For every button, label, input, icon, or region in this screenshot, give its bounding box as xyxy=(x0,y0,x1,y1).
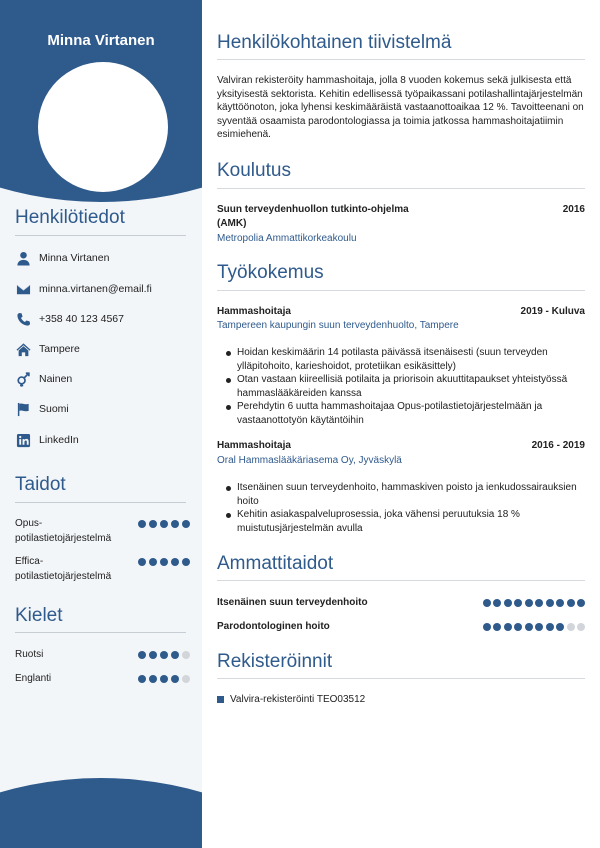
skill-row xyxy=(15,554,190,584)
rating-dot xyxy=(567,599,575,607)
list-item: Perehdytin 6 uutta hammashoitajaa Opus-potilastietojärjestelmään ja vastaanottotyön käytäntöihin xyxy=(237,400,582,427)
skill-label: Effica-potilastietojärjestelmä xyxy=(15,556,112,582)
rating-dot xyxy=(546,623,554,631)
contact-linkedin[interactable] xyxy=(15,432,79,448)
summary-heading: Henkilökohtainen tiivistelmä xyxy=(217,32,452,53)
rating-dot xyxy=(514,623,522,631)
rating-dot xyxy=(160,651,168,659)
gender-icon xyxy=(15,371,31,387)
flag-icon xyxy=(15,401,31,417)
personal-heading: Henkilötiedot xyxy=(15,207,125,228)
divider xyxy=(217,678,585,679)
rating-dot xyxy=(525,599,533,607)
home-icon xyxy=(15,341,31,357)
divider xyxy=(217,59,585,60)
rating-dot xyxy=(138,651,146,659)
rating-dot xyxy=(160,520,168,528)
education-school: Metropolia Ammattikorkeakoulu xyxy=(217,233,357,244)
job-date: 2016 - 2019 xyxy=(531,440,585,451)
summary-text: Valviran rekisteröity hammashoitaja, jolla 8 vuoden kokemus sekä julkisesta että yksityisestä sektorista. Kehitin edellisessä työpaikassani potilashallintajärjestelmän käyttöönoton, joka lyhensi keskimääräistä vastaanottoaikaa 12 %. Tavoitteenani on syventää osaamista parodontologiassa ja toimia jatkossa hammashoitajatiimin esimiehenä. xyxy=(217,75,584,141)
rating-dot xyxy=(149,651,157,659)
registrations-heading: Rekisteröinnit xyxy=(217,651,333,672)
envelope-icon xyxy=(15,281,31,297)
rating-dot xyxy=(171,675,179,683)
language-row xyxy=(15,671,190,686)
language-rating xyxy=(138,675,190,683)
rating-dot xyxy=(182,651,190,659)
work-heading: Työkokemus xyxy=(217,262,324,283)
competency-row xyxy=(217,597,585,608)
linkedin-icon xyxy=(15,432,31,448)
registration-text: Valvira-rekisteröinti TEO03512 xyxy=(230,694,366,705)
job-employer: Tampereen kaupungin suun terveydenhuolto, Tampere xyxy=(217,320,459,331)
sidebar xyxy=(0,0,202,848)
job-bullets xyxy=(237,346,582,428)
rating-dot xyxy=(182,558,190,566)
job-title: Hammashoitaja xyxy=(217,306,291,317)
rating-dot xyxy=(535,599,543,607)
skills-heading: Taidot xyxy=(15,474,66,495)
square-bullet-icon xyxy=(217,696,224,703)
divider xyxy=(15,502,186,503)
contact-gender-text: Nainen xyxy=(39,373,73,385)
job-bullets xyxy=(237,481,582,535)
rating-dot xyxy=(171,520,179,528)
rating-dot xyxy=(149,675,157,683)
rating-dot xyxy=(483,599,491,607)
rating-dot xyxy=(138,520,146,528)
rating-dot xyxy=(535,623,543,631)
rating-dot xyxy=(182,520,190,528)
rating-dot xyxy=(138,675,146,683)
rating-dot xyxy=(160,675,168,683)
job-title: Hammashoitaja xyxy=(217,440,291,451)
rating-dot xyxy=(493,599,501,607)
rating-dot xyxy=(171,651,179,659)
rating-dot xyxy=(525,623,533,631)
list-item: Itsenäinen suun terveydenhoito, hammaskiven poisto ja ienkudossairauksien hoito xyxy=(237,481,582,508)
education-heading: Koulutus xyxy=(217,160,291,181)
list-item: Kehitin asiakaspalveluprosessia, joka vähensi peruutuksia 18 % muistutusjärjestelmän avulla xyxy=(237,508,582,535)
rating-dot xyxy=(149,558,157,566)
skill-rating xyxy=(138,558,190,566)
language-label: Ruotsi xyxy=(15,649,44,660)
rating-dot xyxy=(514,599,522,607)
divider xyxy=(217,580,585,581)
phone-icon xyxy=(15,311,31,327)
competency-rating xyxy=(483,623,586,631)
skill-label: Opus-potilastietojärjestelmä xyxy=(15,518,112,544)
language-rating xyxy=(138,651,190,659)
contact-nationality xyxy=(15,401,69,417)
skill-rating xyxy=(138,520,190,528)
languages-heading: Kielet xyxy=(15,605,63,626)
contact-linkedin-text[interactable]: LinkedIn xyxy=(39,434,79,446)
competency-label: Parodontologinen hoito xyxy=(217,621,330,632)
rating-dot xyxy=(149,520,157,528)
person-icon xyxy=(15,250,31,266)
divider xyxy=(15,235,186,236)
contact-nationality-text: Suomi xyxy=(39,403,69,415)
education-date: 2016 xyxy=(562,204,585,215)
rating-dot xyxy=(577,599,585,607)
rating-dot xyxy=(577,623,585,631)
rating-dot xyxy=(171,558,179,566)
language-label: Englanti xyxy=(15,673,52,684)
contact-phone-text[interactable]: +358 40 123 4567 xyxy=(39,313,124,325)
candidate-name: Minna Virtanen xyxy=(47,32,155,49)
contact-email-text[interactable]: minna.virtanen@email.fi xyxy=(39,283,152,295)
job-employer: Oral Hammaslääkäriasema Oy, Jyväskylä xyxy=(217,455,402,466)
divider xyxy=(217,188,585,189)
contact-city-text: Tampere xyxy=(39,343,80,355)
contact-city xyxy=(15,341,80,357)
language-row xyxy=(15,647,190,662)
rating-dot xyxy=(182,675,190,683)
contact-gender xyxy=(15,371,72,387)
rating-dot xyxy=(556,623,564,631)
list-item: Otan vastaan kiireellisiä potilaita ja priorisoin akuuttitapaukset yhteistyössä hammaslääkäreiden kanssa xyxy=(237,373,582,400)
rating-dot xyxy=(567,623,575,631)
contact-phone[interactable] xyxy=(15,311,124,327)
contact-name-text: Minna Virtanen xyxy=(39,252,110,264)
footer-arc xyxy=(0,778,202,848)
competencies-heading: Ammattitaidot xyxy=(217,553,334,574)
rating-dot xyxy=(160,558,168,566)
divider xyxy=(15,632,186,633)
education-title: Suun terveydenhuollon tutkinto-ohjelma (AMK) xyxy=(217,204,409,229)
rating-dot xyxy=(556,599,564,607)
competency-row xyxy=(217,621,585,632)
rating-dot xyxy=(504,599,512,607)
profile-photo xyxy=(38,62,168,192)
divider xyxy=(217,290,585,291)
rating-dot xyxy=(138,558,146,566)
contact-name xyxy=(15,250,109,266)
competency-label: Itsenäinen suun terveydenhoito xyxy=(217,597,368,608)
list-item: Hoidan keskimäärin 14 potilasta päivässä itsenäisesti (suun terveyden ylläpitohoito, karieshoidot, protetiikan esikäsittely) xyxy=(237,346,582,373)
rating-dot xyxy=(504,623,512,631)
rating-dot xyxy=(493,623,501,631)
contact-email[interactable] xyxy=(15,281,152,297)
registration-item xyxy=(217,694,365,705)
rating-dot xyxy=(483,623,491,631)
competency-rating xyxy=(483,599,586,607)
job-date: 2019 - Kuluva xyxy=(520,306,585,317)
skill-row xyxy=(15,516,190,546)
rating-dot xyxy=(546,599,554,607)
